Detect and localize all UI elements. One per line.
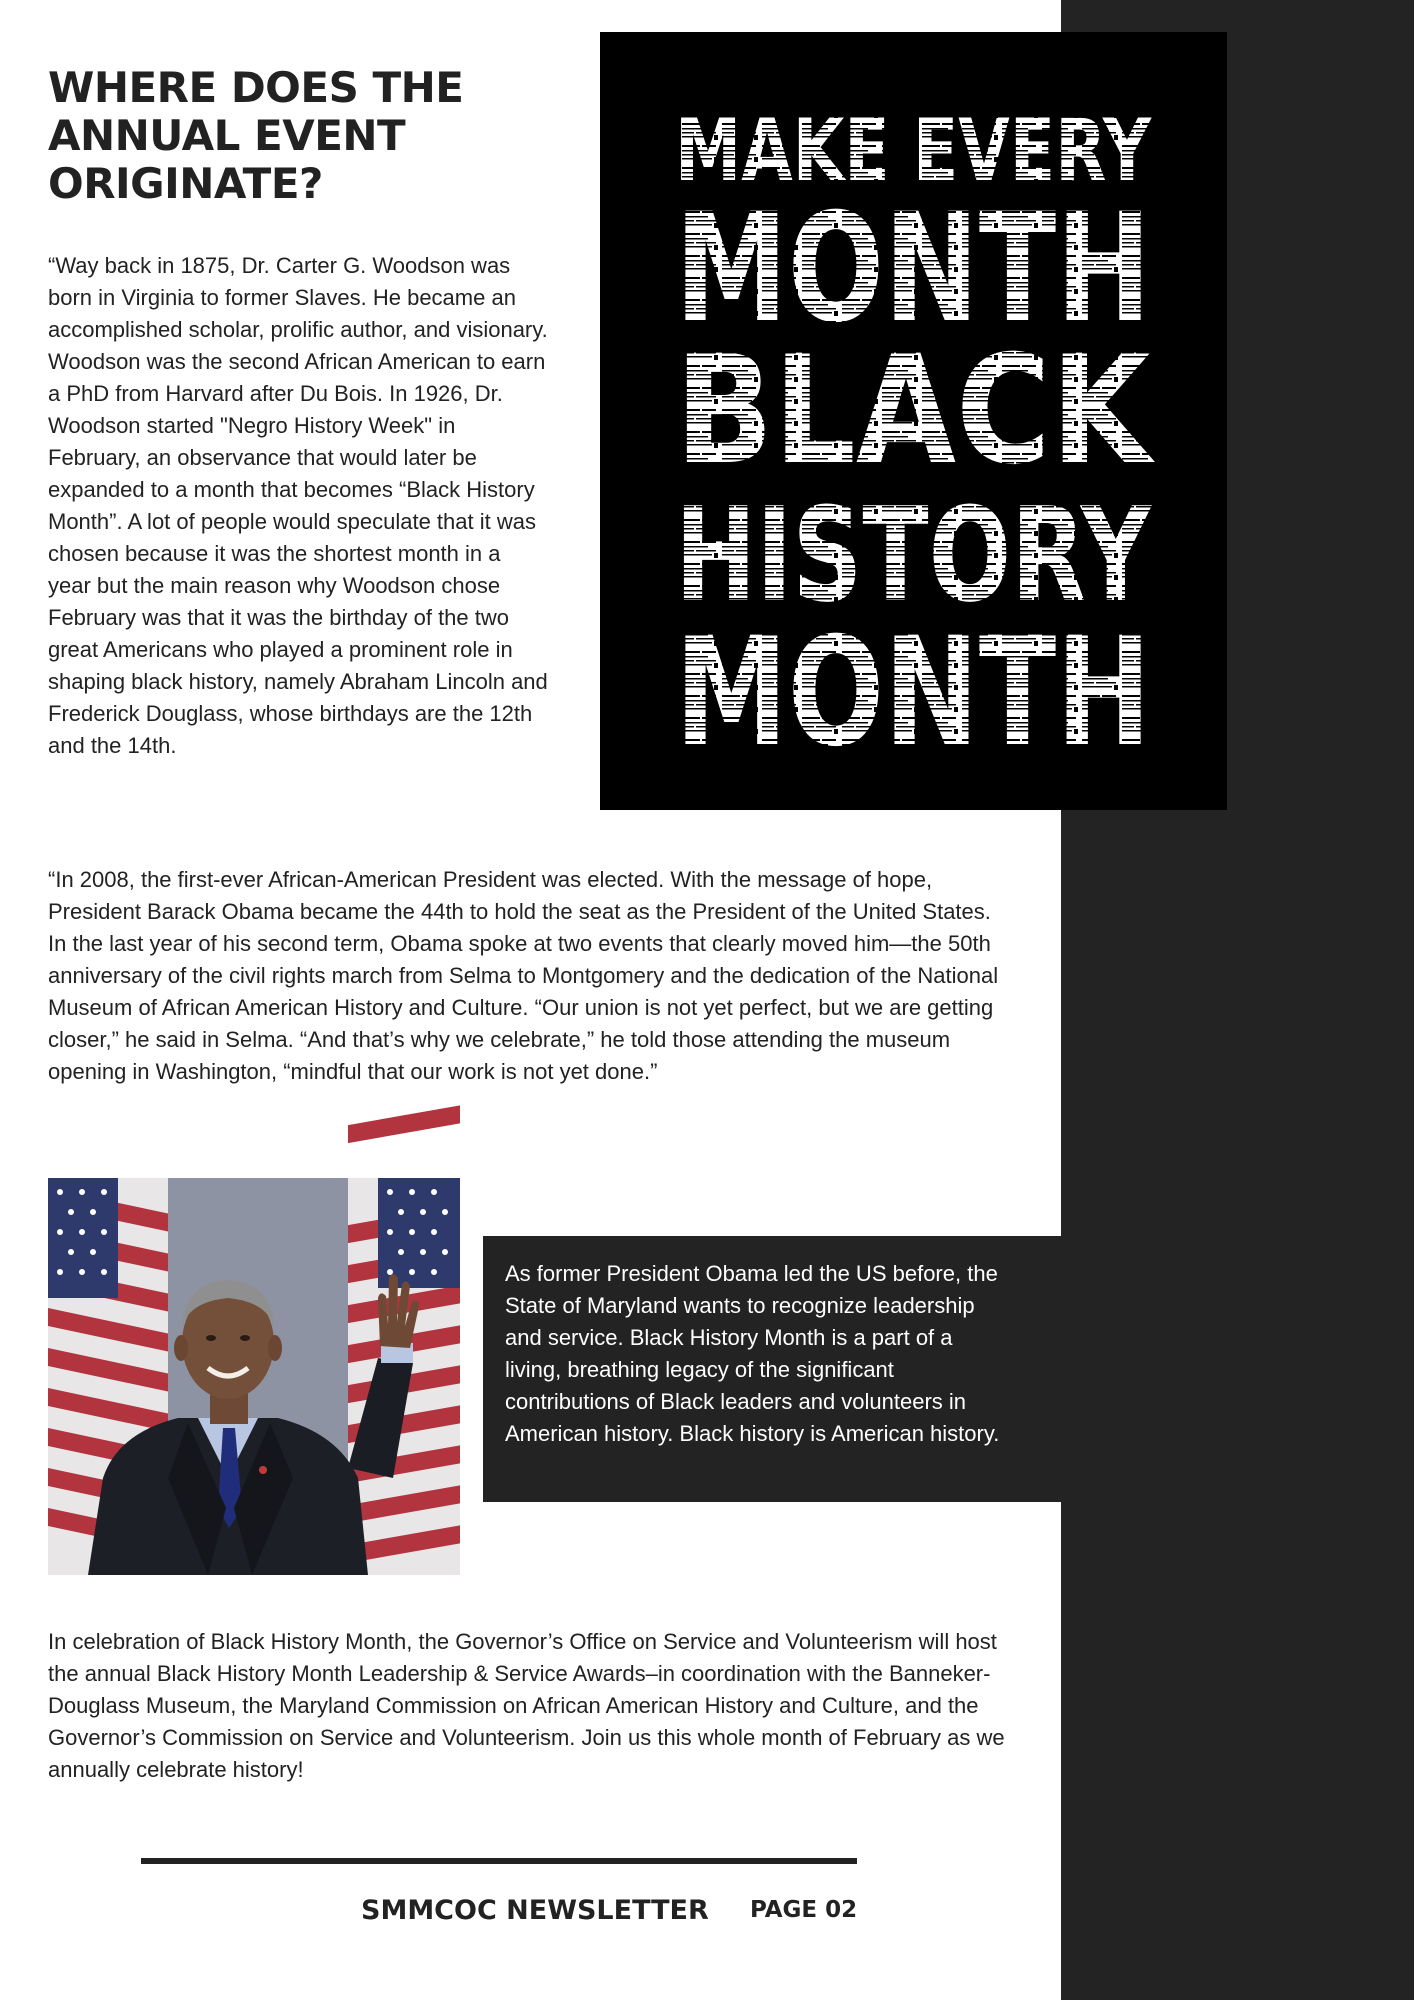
poster-line-4: HISTORY [675, 479, 1153, 631]
callout-text: As former President Obama led the US before, the State of Maryland wants to recognize leadership and service. Black History Month is a part of a living, breathing legacy of the significant contributions of Black leaders and volunteers in American history. Black history is American history. [505, 1261, 1000, 1446]
obama-paragraph: “In 2008, the first-ever African-American President was elected. With the message of hope, President Barack Obama became the 44th to hold the seat as the President of the United States. In the last year of his second term, Obama spoke at two events that clearly moved him—the 50th anniversary of the civil rights march from Selma to Montgomery and the dedication of the National Museum of African American History and Culture. “Our union is not yet perfect, but we are getting closer,” he said in Selma. “And that’s why we celebrate,” he told those attending the museum opening in Washington, “mindful that our work is not yet done.” [48, 867, 999, 1084]
celebration-paragraph: In celebration of Black History Month, the Governor’s Office on Service and Volunteerism will host the annual Black History Month Leadership & Service Awards–in coordination with the Banneker-Douglass Museum, the Maryland Commission on African American History and Culture, and the Governor’s Commission on Service and Volunteerism. Join us this whole month of February as we annually celebrate history! [48, 1629, 1005, 1782]
maryland-callout-box [483, 1236, 1061, 1502]
black-history-month-poster [600, 32, 1227, 810]
footer-page-number: PAGE 02 [750, 1897, 858, 1923]
section-heading: WHERE DOES THE ANNUAL EVENT ORIGINATE? [48, 63, 464, 208]
obama-waving-photo [48, 1178, 460, 1575]
origin-paragraph: “Way back in 1875, Dr. Carter G. Woodson was born in Virginia to former Slaves. He became an accomplished scholar, prolific author, and visionary. Woodson was the second African American to earn a PhD from Harvard after Du Bois. In 1926, Dr. Woodson started "Negro History Week" in February, an observance that would later be expanded to a month that becomes “Black History Month”. A lot of people would speculate that it was chosen because it was the shortest month in a year but the main reason why Woodson chose February was that it was the birthday of the two great Americans who played a prominent role in shaping black history, namely Abraham Lincoln and Frederick Douglass, whose birthdays are the 12th and the 14th. [48, 253, 548, 758]
poster-line-3: BLACK [675, 324, 1156, 498]
poster-line-5: MONTH [675, 606, 1151, 780]
footer-newsletter-title: SMMCOC NEWSLETTER [361, 1895, 709, 1926]
footer-divider [141, 1858, 857, 1864]
poster-line-2: MONTH [675, 182, 1151, 356]
poster-line-1: MAKE EVERY [675, 101, 1153, 201]
